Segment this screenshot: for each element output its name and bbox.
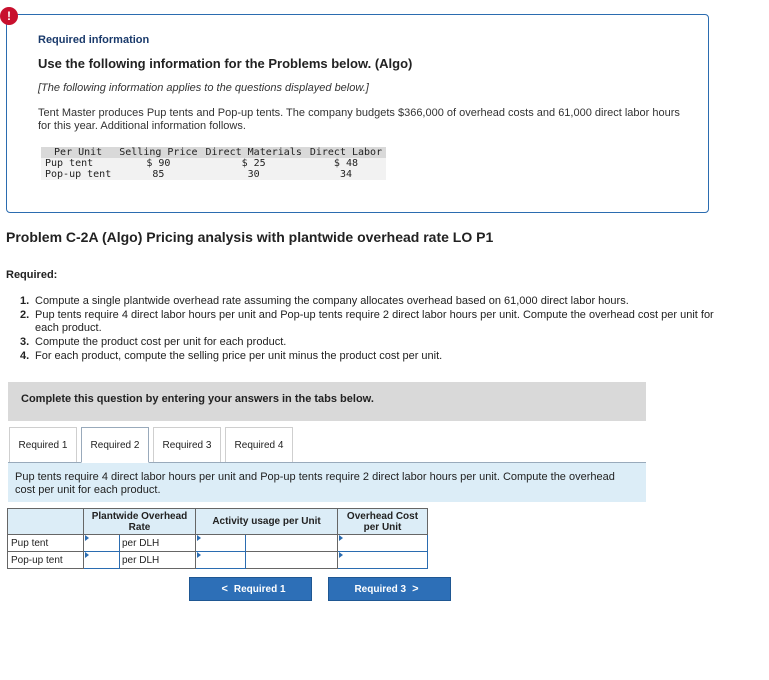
- pup-tent-activity-input[interactable]: [196, 535, 246, 552]
- previous-required-1-button[interactable]: [189, 577, 312, 601]
- table-row: [41, 169, 386, 180]
- row-label: Pup tent: [8, 535, 84, 552]
- direct-labor-cell: $ 48: [333, 158, 359, 169]
- item-number: 3.: [20, 336, 30, 348]
- pup-tent-rate-input[interactable]: [84, 535, 120, 552]
- item-number: 2.: [20, 309, 30, 321]
- question-text: Pup tents require 4 direct labor hours per unit and Pop-up tents require 2 direct labor hours per unit. Compute the overhead cost per unit for each product.: [15, 471, 615, 496]
- next-button-label: Required 3: [354, 583, 407, 595]
- required-information-heading: Required information: [38, 34, 150, 46]
- input-flag-icon: [339, 552, 343, 558]
- row-label: Pup tent: [45, 158, 94, 169]
- required-heading: Required:: [6, 269, 58, 281]
- input-flag-icon: [85, 535, 89, 541]
- input-flag-icon: [339, 535, 343, 541]
- problem-description: Tent Master produces Pup tents and Pop-up tents. The company budgets $366,000 of overhead costs and 61,000 direct labor hours for this year. Additional information follows.: [38, 107, 680, 132]
- info-title: Use the following information for the Problems below. (Algo): [38, 56, 413, 71]
- row-label: Pop-up tent: [45, 169, 112, 180]
- tab-required-4[interactable]: Required 4: [225, 427, 293, 463]
- activity-usage-header: Activity usage per Unit: [196, 509, 338, 535]
- selling-price-cell: $ 90: [146, 158, 171, 169]
- column-header: Per Unit: [41, 147, 115, 158]
- requirements-list: [20, 295, 720, 364]
- pup-tent-overhead-cost-input[interactable]: [338, 535, 428, 552]
- blank-header: [8, 509, 84, 535]
- list-item: [20, 309, 720, 335]
- product-data-table: [41, 147, 386, 180]
- item-text: For each product, compute the selling price per unit minus the product cost per unit.: [35, 350, 443, 362]
- table-row: [8, 552, 428, 569]
- direct-materials-cell: 30: [247, 169, 260, 180]
- column-header: Direct Materials: [202, 147, 306, 158]
- next-required-3-button[interactable]: [328, 577, 451, 601]
- column-header: Direct Labor: [306, 147, 386, 158]
- empty-cell: [246, 535, 338, 552]
- plantwide-overhead-rate-header: Plantwide Overhead Rate: [84, 509, 196, 535]
- tab-required-1[interactable]: Required 1: [9, 427, 77, 463]
- input-flag-icon: [197, 552, 201, 558]
- tab-required-2[interactable]: Required 2: [81, 427, 149, 463]
- overhead-cost-header: Overhead Cost per Unit: [338, 509, 428, 535]
- prev-button-label: Required 1: [233, 583, 286, 595]
- instruction-text: Complete this question by entering your answers in the tabs below.: [21, 393, 374, 405]
- pop-up-tent-activity-input[interactable]: [196, 552, 246, 569]
- unit-label: per DLH: [120, 552, 196, 569]
- empty-cell: [246, 552, 338, 569]
- list-item: [20, 350, 720, 363]
- input-flag-icon: [85, 552, 89, 558]
- list-item: [20, 295, 720, 308]
- table-row: [41, 158, 386, 169]
- pop-up-tent-rate-input[interactable]: [84, 552, 120, 569]
- alert-icon: !: [0, 7, 18, 25]
- unit-label: per DLH: [120, 535, 196, 552]
- item-number: 4.: [20, 350, 30, 362]
- answer-table: [7, 508, 428, 569]
- row-label: Pop-up tent: [8, 552, 84, 569]
- item-text: Compute the product cost per unit for each product.: [35, 336, 287, 348]
- direct-materials-cell: $ 25: [241, 158, 266, 169]
- selling-price-cell: 85: [152, 169, 165, 180]
- list-item: [20, 336, 720, 349]
- problem-title: Problem C-2A (Algo) Pricing analysis with plantwide overhead rate LO P1: [6, 229, 494, 245]
- pop-up-tent-overhead-cost-input[interactable]: [338, 552, 428, 569]
- applies-note: [The following information applies to the questions displayed below.]: [38, 82, 369, 94]
- chevron-left-icon: <: [221, 583, 228, 595]
- table-row: [8, 535, 428, 552]
- item-text: Pup tents require 4 direct labor hours per unit and Pop-up tents require 2 direct labor hours per unit. Compute the overhead cost per unit for each product.: [35, 309, 714, 334]
- column-header: Selling Price: [115, 147, 201, 158]
- chevron-right-icon: >: [412, 583, 419, 595]
- input-flag-icon: [197, 535, 201, 541]
- item-text: Compute a single plantwide overhead rate assuming the company allocates overhead based on 61,000 direct labor hours.: [35, 295, 629, 307]
- item-number: 1.: [20, 295, 30, 307]
- direct-labor-cell: 34: [339, 169, 352, 180]
- tab-required-3[interactable]: Required 3: [153, 427, 221, 463]
